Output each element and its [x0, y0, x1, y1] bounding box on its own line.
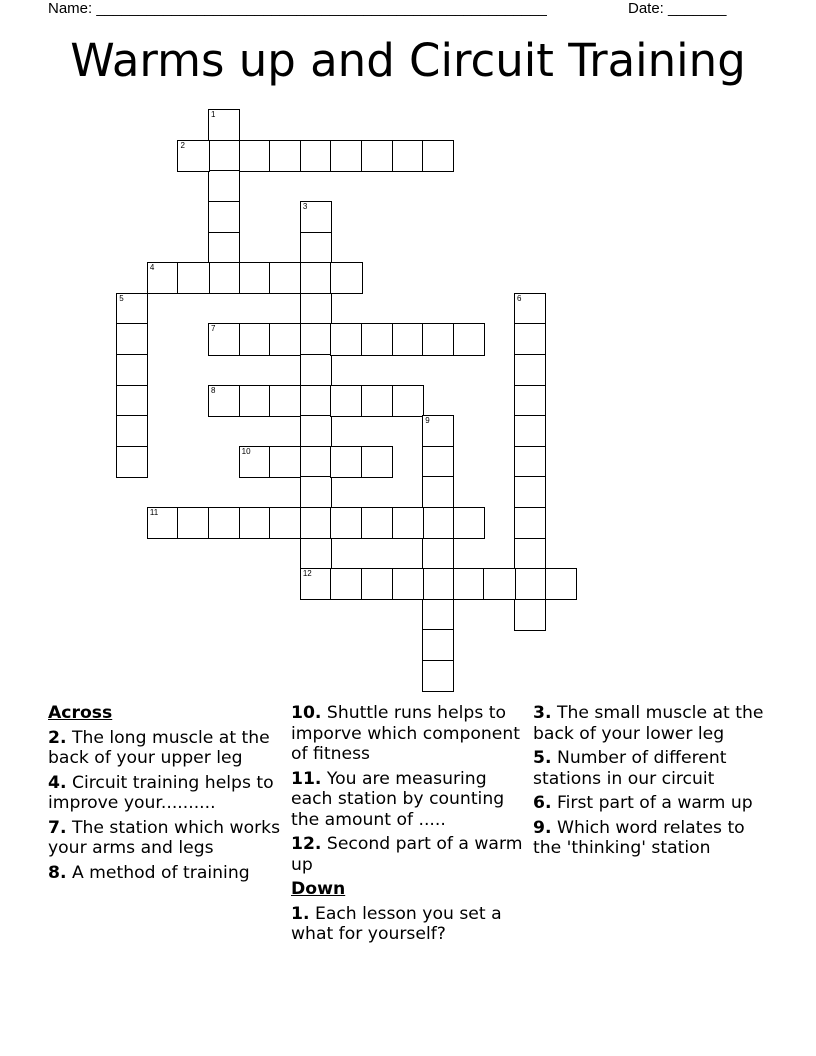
clue-number: 5.	[533, 748, 552, 768]
clue-text: Second part of a warm up	[291, 834, 523, 875]
crossword-cell[interactable]	[269, 323, 301, 355]
crossword-cell[interactable]	[514, 507, 546, 539]
crossword-cell[interactable]	[392, 385, 424, 417]
crossword-cell[interactable]	[208, 385, 240, 417]
crossword-cell[interactable]	[300, 538, 332, 570]
crossword-cell[interactable]	[453, 323, 485, 355]
crossword-cell[interactable]	[269, 507, 301, 539]
clue-text: Circuit training helps to improve your..........	[48, 772, 274, 813]
crossword-cell[interactable]	[514, 354, 546, 386]
crossword-cell[interactable]	[208, 201, 240, 233]
crossword-cell[interactable]	[116, 415, 148, 447]
crossword-cell[interactable]	[208, 262, 240, 294]
crossword-cell[interactable]	[514, 323, 546, 355]
clue-text: Which word relates to the 'thinking' station	[533, 817, 745, 858]
clue-number-label: 12	[302, 569, 312, 579]
crossword-cell[interactable]	[361, 323, 393, 355]
crossword-cell[interactable]	[300, 354, 332, 386]
crossword-cell[interactable]	[422, 599, 454, 631]
clue-item	[48, 773, 288, 814]
clue-item	[533, 818, 773, 859]
crossword-cell[interactable]	[422, 568, 454, 600]
clue-text: The station which works your arms and legs	[48, 817, 281, 858]
crossword-cell[interactable]	[300, 262, 332, 294]
crossword-cell[interactable]	[116, 354, 148, 386]
clue-number-label: 7	[211, 324, 216, 334]
crossword-cell[interactable]	[177, 262, 209, 294]
clue-number: 10.	[291, 703, 322, 723]
clue-item	[533, 748, 773, 789]
clue-text: Number of different stations in our circuit	[533, 748, 727, 789]
crossword-cell[interactable]	[269, 446, 301, 478]
date-field-label: Date: _______	[628, 0, 727, 17]
crossword-cell[interactable]	[208, 170, 240, 202]
clue-number: 11.	[291, 768, 322, 789]
crossword-cell[interactable]	[208, 140, 240, 172]
crossword-cell[interactable]	[300, 293, 332, 325]
clue-text: You are measuring each station by counting the amount of .....	[291, 768, 505, 830]
clues-column-1	[48, 703, 288, 887]
crossword-cell[interactable]	[239, 507, 271, 539]
clue-number-label: 10	[241, 446, 251, 456]
clues-column-2	[291, 703, 527, 949]
clue-number: 7.	[48, 817, 67, 838]
crossword-cell[interactable]	[422, 660, 454, 692]
crossword-cell[interactable]	[300, 446, 332, 478]
crossword-cell[interactable]	[239, 446, 271, 478]
crossword-cell[interactable]	[116, 293, 148, 325]
clue-item	[533, 703, 773, 744]
crossword-cell[interactable]	[208, 232, 240, 264]
crossword-cell[interactable]	[392, 323, 424, 355]
crossword-cell[interactable]	[514, 476, 546, 508]
crossword-cell[interactable]	[269, 140, 301, 172]
crossword-cell[interactable]	[116, 323, 148, 355]
clue-text: A method of training	[66, 862, 250, 883]
crossword-cell[interactable]	[300, 201, 332, 233]
crossword-cell[interactable]	[330, 385, 362, 417]
clue-number-label: 5	[119, 293, 124, 303]
crossword-cell[interactable]	[300, 140, 332, 172]
clue-number-label: 1	[211, 110, 216, 120]
crossword-cell[interactable]	[422, 507, 454, 539]
clue-text: The long muscle at the back of your upper leg	[48, 727, 270, 768]
crossword-cell[interactable]	[514, 538, 546, 570]
crossword-cell[interactable]	[361, 385, 393, 417]
clue-number: 4.	[48, 772, 67, 793]
crossword-cell[interactable]	[392, 568, 424, 600]
clue-number-label: 4	[149, 263, 155, 273]
clue-text: First part of a warm up	[551, 793, 753, 813]
clue-number: 6.	[533, 793, 552, 813]
crossword-cell[interactable]	[208, 323, 240, 355]
crossword-cell[interactable]	[300, 507, 332, 539]
clue-text: The small muscle at the back of your lower leg	[533, 703, 764, 744]
clue-text: Shuttle runs helps to imporve which component of fitness	[291, 703, 520, 764]
crossword-cell[interactable]	[422, 629, 454, 661]
name-field-label: Name: ______________________________________________________	[48, 0, 547, 17]
crossword-cell[interactable]	[422, 446, 454, 478]
clue-number: 2.	[48, 727, 67, 748]
clue-number-label: 8	[211, 385, 216, 395]
clue-number-label: 6	[517, 293, 522, 303]
crossword-cell[interactable]	[269, 262, 301, 294]
clue-section-title: Down	[291, 879, 346, 899]
crossword-cell[interactable]	[177, 140, 209, 172]
crossword-cell[interactable]	[239, 262, 271, 294]
crossword-cell[interactable]	[453, 568, 485, 600]
crossword-cell[interactable]	[422, 140, 454, 172]
crossword-cell[interactable]	[239, 323, 271, 355]
clue-section-title: Across	[48, 703, 113, 723]
crossword-cell[interactable]	[422, 476, 454, 508]
clue-number: 3.	[533, 703, 552, 723]
crossword-cell[interactable]	[300, 415, 332, 447]
crossword-cell[interactable]	[116, 446, 148, 478]
crossword-cell[interactable]	[361, 446, 393, 478]
clue-item	[533, 793, 773, 814]
crossword-cell[interactable]	[422, 538, 454, 570]
crossword-cell[interactable]	[269, 385, 301, 417]
crossword-cell[interactable]	[147, 262, 179, 294]
clue-item	[48, 728, 288, 769]
crossword-cell[interactable]	[514, 446, 546, 478]
crossword-cell[interactable]	[483, 568, 515, 600]
crossword-cell[interactable]	[208, 109, 240, 141]
crossword-cell[interactable]	[330, 262, 362, 294]
crossword-cell[interactable]	[453, 507, 485, 539]
crossword-cell[interactable]	[300, 385, 332, 417]
crossword-cell[interactable]	[514, 568, 546, 600]
crossword-cell[interactable]	[514, 599, 546, 631]
clue-number: 1.	[291, 903, 310, 924]
crossword-cell[interactable]	[514, 415, 546, 447]
crossword-cell[interactable]	[330, 507, 362, 539]
crossword-cell[interactable]	[300, 232, 332, 264]
crossword-cell[interactable]	[392, 140, 424, 172]
clues-column-3	[533, 703, 773, 863]
crossword-cell[interactable]	[361, 140, 393, 172]
clue-item	[291, 904, 527, 945]
crossword-cell[interactable]	[422, 323, 454, 355]
crossword-cell[interactable]	[147, 507, 179, 539]
crossword-cell[interactable]	[116, 385, 148, 417]
clue-item	[291, 703, 527, 765]
clue-number: 12.	[291, 834, 322, 854]
crossword-cell[interactable]	[422, 415, 454, 447]
clue-number-label: 3	[302, 202, 308, 212]
crossword-cell[interactable]	[330, 446, 362, 478]
crossword-cell[interactable]	[514, 293, 546, 325]
crossword-cell[interactable]	[392, 507, 424, 539]
crossword-cell[interactable]	[514, 385, 546, 417]
crossword-cell[interactable]	[300, 323, 332, 355]
clue-item	[291, 769, 527, 831]
clue-number-label: 9	[425, 416, 430, 426]
clue-number-label: 11	[149, 508, 159, 518]
clue-item	[48, 863, 288, 884]
crossword-cell[interactable]	[361, 568, 393, 600]
page-title: Warms up and Circuit Training	[70, 34, 746, 87]
crossword-cell[interactable]	[300, 568, 332, 600]
crossword-cell[interactable]	[361, 507, 393, 539]
crossword-cell[interactable]	[545, 568, 577, 600]
clue-number: 8.	[48, 862, 67, 883]
crossword-cell[interactable]	[330, 140, 362, 172]
crossword-cell[interactable]	[300, 476, 332, 508]
clue-number: 9.	[533, 817, 552, 838]
clue-number-label: 2	[180, 140, 185, 150]
crossword-cell[interactable]	[239, 140, 271, 172]
crossword-cell[interactable]	[239, 385, 271, 417]
crossword-cell[interactable]	[330, 568, 362, 600]
crossword-cell[interactable]	[177, 507, 209, 539]
clue-text: Each lesson you set a what for yourself?	[291, 903, 502, 944]
clue-item	[291, 834, 527, 875]
clue-item	[48, 818, 288, 859]
crossword-cell[interactable]	[208, 507, 240, 539]
crossword-cell[interactable]	[330, 323, 362, 355]
